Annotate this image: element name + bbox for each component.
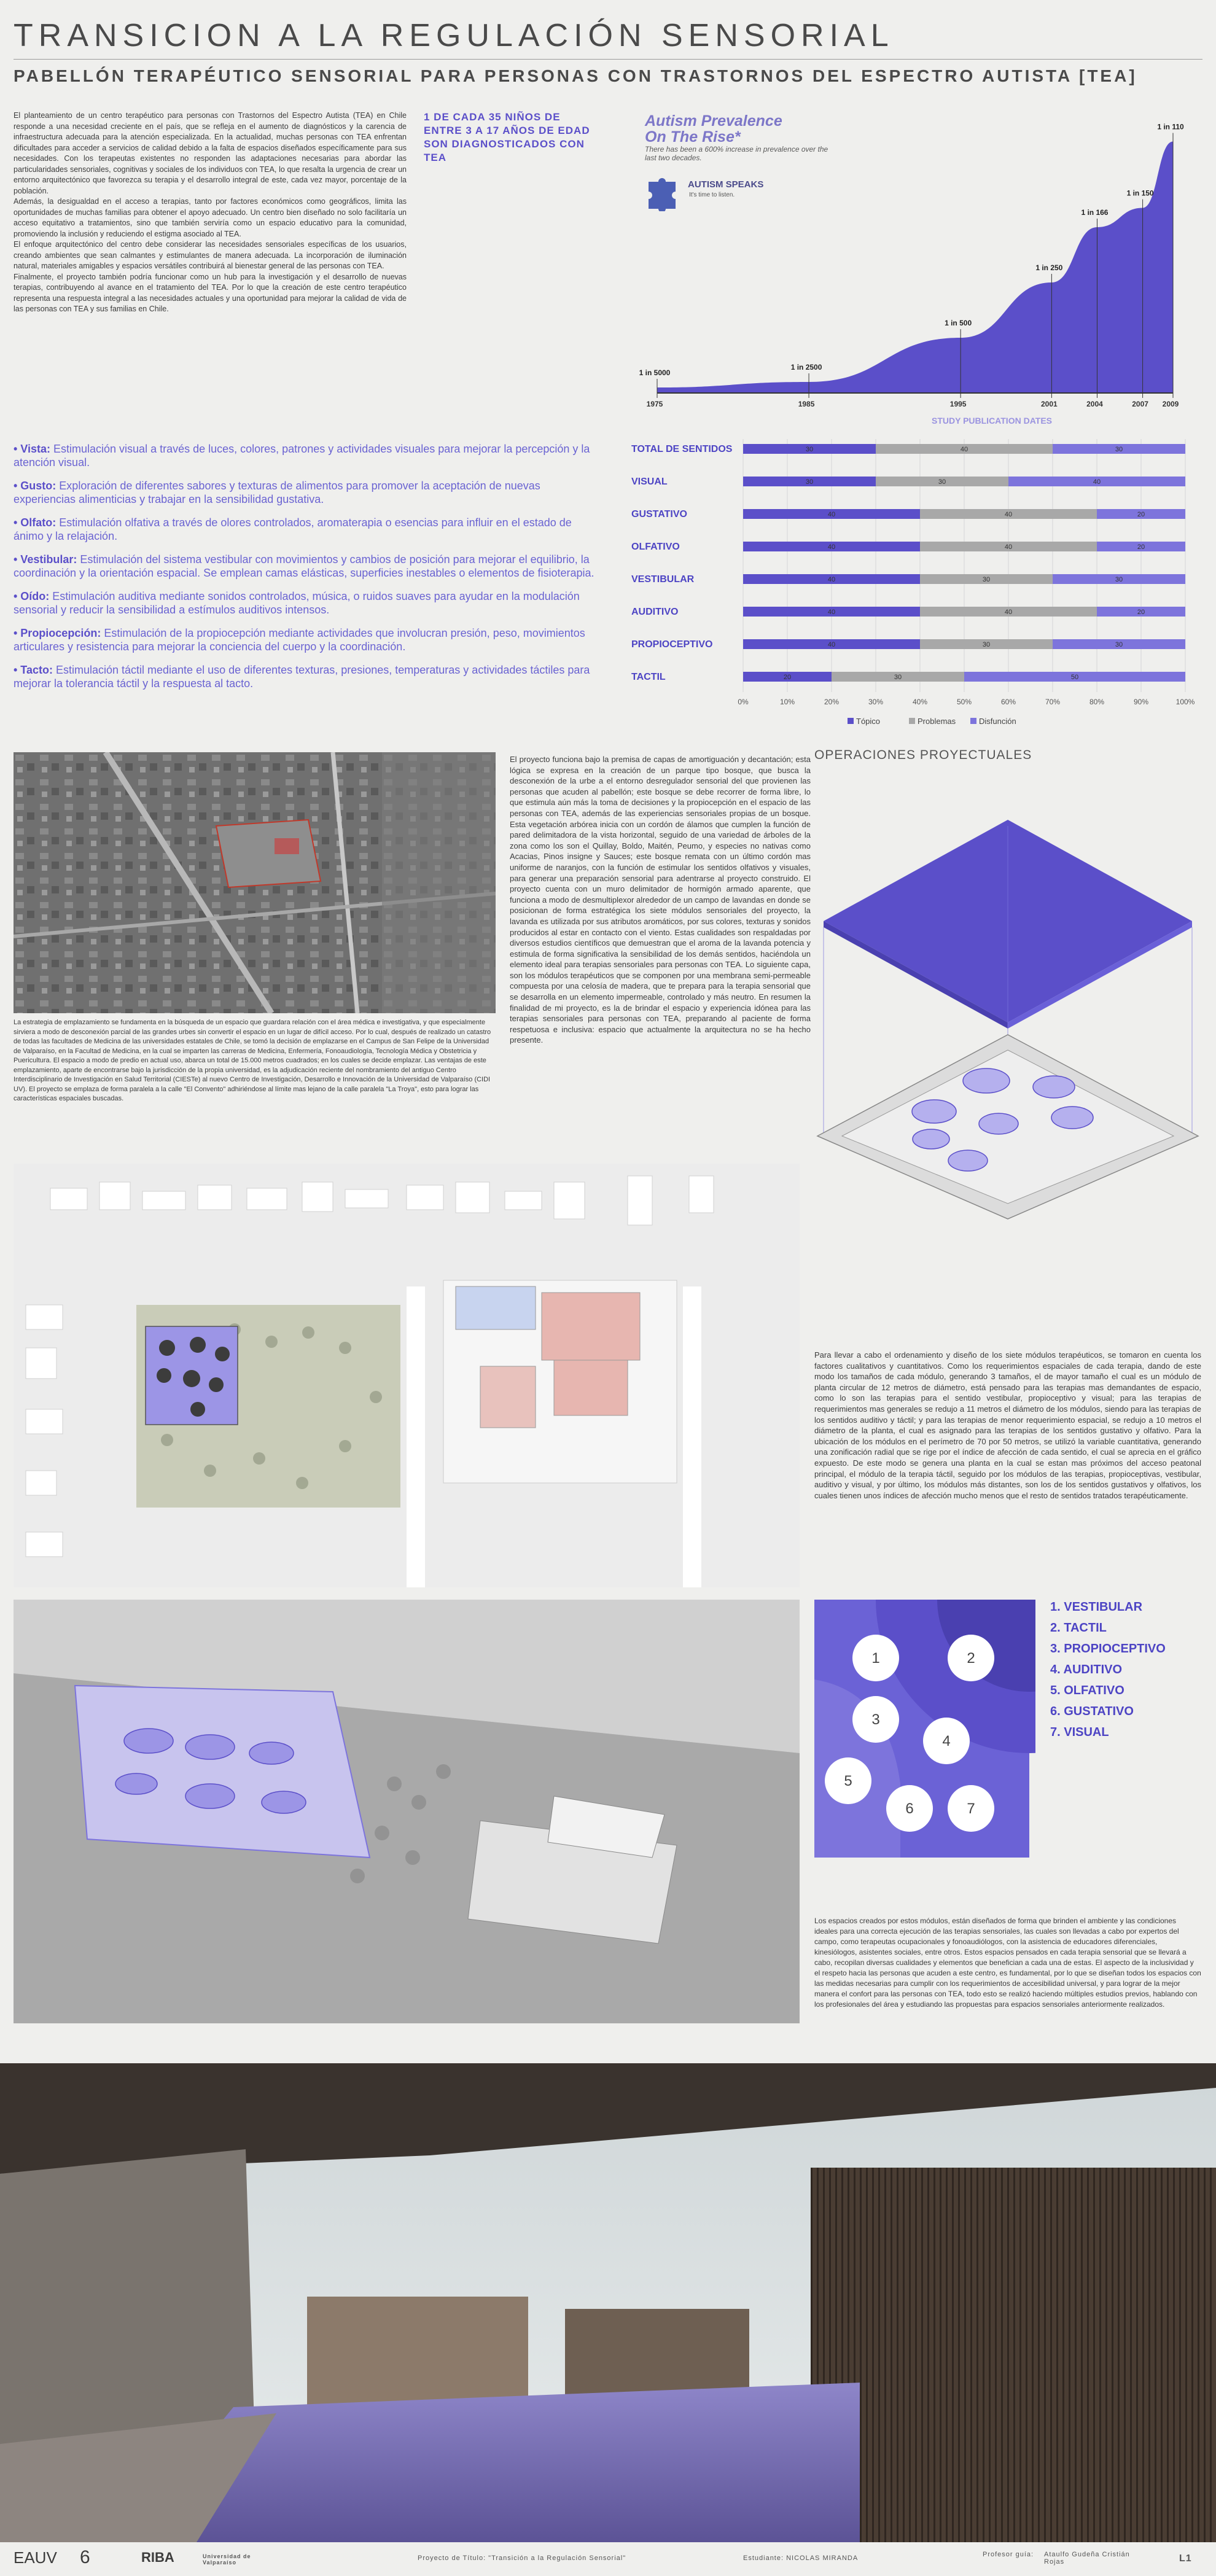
x-tick-label: 70% xyxy=(1045,698,1061,706)
module-number: 2 xyxy=(967,1650,975,1667)
sense-text: Estimulación del sistema vestibular con movimientos y cambios de posición para mejorar el equilibrio, la coordinación y la orientación espacial. Se emplean camas elásticas, superficies inestables o elementos de fisioterapia. xyxy=(14,553,594,579)
module-number: 1 xyxy=(871,1650,880,1667)
sense-text: Estimulación de la propiocepción mediante actividades que involucran presión, peso, movimientos articulares y resistencia para mejorar la conciencia del cuerpo y la coordinación. xyxy=(14,627,585,653)
sense-label: • Vestibular: xyxy=(14,553,77,566)
intro-paragraph: El planteamiento de un centro terapéutico para personas con Trastornos del Espectro Autista (TEA) en Chile responde a una necesidad creciente en el país, que se refleja en el aumento de diagnósticos y la carencia de infraestructura adecuada para la atención especializada. En la actualidad, muchas personas con TEA enfrentan dificultades para acceder a servicios de calidad debido a la falta de espacios diseñados específicamente para sus necesidades. Con los terapeutas existentes no responden las adaptaciones necesarias para abordar las particularidades sensoriales, cognitivas y sociales de los individuos con TEA, lo que resalta la urgencia de crear un entorno arquitectónico que favorezca su terapia y el desarrollo integral de este, cada vez mayor, porcentaje de la población. xyxy=(14,111,407,195)
category-label: VISUAL xyxy=(631,477,668,487)
year-label: 2009 xyxy=(1162,400,1179,408)
autism-speaks-tagline: It's time to listen. xyxy=(689,192,735,198)
module-legend-item: 7. VISUAL xyxy=(1050,1726,1109,1739)
data-label: 30 xyxy=(805,446,814,453)
x-tick-label: 0% xyxy=(738,698,749,706)
senses-list xyxy=(14,442,603,700)
module-legend-item: 2. TACTIL xyxy=(1050,1621,1107,1635)
category-label: VESTIBULAR xyxy=(631,574,695,585)
sense-label: • Gusto: xyxy=(14,480,57,492)
year-label: 2001 xyxy=(1041,400,1058,408)
data-label: 50 xyxy=(1070,674,1079,681)
footer-student: Estudiante: NICOLAS MIRANDA xyxy=(743,2555,859,2562)
sense-item xyxy=(14,553,603,580)
data-label: 40 xyxy=(1004,543,1013,551)
year-label: 1975 xyxy=(646,400,663,408)
footer-guide-label: Profesor guía: xyxy=(983,2551,1034,2558)
modules-diagram xyxy=(814,1600,1035,1864)
aerial-render xyxy=(14,1600,800,2023)
prevalence-title-line: On The Rise* xyxy=(645,128,741,146)
prevalence-label: 1 in 2500 xyxy=(790,363,822,372)
title-rule xyxy=(14,59,1202,60)
lavender-render xyxy=(0,2063,1216,2542)
intro-paragraph: Finalmente, el proyecto también podría funcionar como un hub para la investigación y el desarrollo de nuevas terapias, contribuyendo al avance en el tratamiento del TEA. Por lo que la creación de este centro terapéutico representa una respuesta integral a las necesidades actuales y una oportunidad para mejorar la calidad de vida de las personas con TEA y sus familias en Chile. xyxy=(14,272,407,313)
senses-bar-chart xyxy=(626,433,1204,740)
data-label: 40 xyxy=(827,641,836,648)
data-label: 20 xyxy=(1137,511,1145,518)
data-label: 40 xyxy=(1004,511,1013,518)
sense-item xyxy=(14,626,603,653)
sheet-number: L1 xyxy=(1179,2553,1192,2564)
intro-paragraph: Además, la desigualdad en el acceso a terapias, tanto por factores económicos como geográficos, limita las oportunidades de muchas familias para obtener el apoyo adecuado. Un centro bien diseñado no solo facilitaría un acceso equitativo a tratamientos, sino que también serviría como un espacio educativo para la comunidad, promoviendo la inclusión y reduciendo el estigma asociado al TEA. xyxy=(14,197,407,238)
module-legend-item: 6. GUSTATIVO xyxy=(1050,1705,1134,1718)
module-legend-item: 4. AUDITIVO xyxy=(1050,1663,1123,1676)
module-number: 5 xyxy=(844,1773,852,1789)
legend-label: Tópico xyxy=(856,717,881,726)
page-title: TRANSICION A LA REGULACIÓN SENSORIAL xyxy=(14,18,894,53)
prevalence-subtitle: There has been a 600% increase in prevalence over the last two decades. xyxy=(645,145,828,162)
category-label: GUSTATIVO xyxy=(631,509,687,519)
sense-item xyxy=(14,516,603,543)
year-label: 1995 xyxy=(949,400,967,408)
prevalence-chart xyxy=(639,104,1191,430)
data-label: 40 xyxy=(827,609,836,616)
x-tick-label: 20% xyxy=(824,698,840,706)
operations-title: OPERACIONES PROYECTUALES xyxy=(814,748,1032,762)
legend-swatch xyxy=(909,718,915,724)
x-tick-label: 60% xyxy=(1000,698,1016,706)
sense-item xyxy=(14,442,603,469)
data-label: 30 xyxy=(982,641,991,648)
category-label: PROPIOCEPTIVO xyxy=(631,639,713,650)
category-label: AUDITIVO xyxy=(631,607,679,617)
module-number: 6 xyxy=(905,1800,914,1817)
module-number: 4 xyxy=(942,1733,951,1749)
year-label: 2007 xyxy=(1132,400,1148,408)
module-number: 7 xyxy=(967,1800,975,1817)
intro-paragraph: El enfoque arquitectónico del centro debe considerar las necesidades sensoriales específicas de los usuarios, creando ambientes que sean calmantes y estimulantes de manera adecuada. La incorporación de iluminación natural, materiales amigables y espacios versátiles contribuirá al bienestar general de las personas con TEA. xyxy=(14,240,407,270)
prevalence-label: 1 in 150 xyxy=(1126,189,1154,198)
module-legend-item: 3. PROPIOCEPTIVO xyxy=(1050,1642,1166,1656)
module-legend-item: 1. VESTIBULAR xyxy=(1050,1600,1143,1614)
prevalence-label: 1 in 166 xyxy=(1081,208,1109,217)
sense-text: Estimulación auditiva mediante sonidos controlados, música, o ruidos suaves para ayudar en la modulación sensorial y reducir la sensibilidad a estímulos auditivos intensos. xyxy=(14,590,580,616)
sense-item xyxy=(14,590,603,617)
year-label: 1985 xyxy=(798,400,815,408)
site-plan xyxy=(14,1164,800,1587)
prevalence-label: 1 in 500 xyxy=(945,319,972,327)
x-tick-label: 10% xyxy=(779,698,795,706)
data-label: 40 xyxy=(827,543,836,551)
data-label: 20 xyxy=(783,674,792,681)
data-label: 30 xyxy=(1115,641,1123,648)
prevalence-label: 1 in 5000 xyxy=(639,368,671,377)
data-label: 40 xyxy=(1004,609,1013,616)
sense-text: Exploración de diferentes sabores y texturas de alimentos para promover la aceptación de nuevas experiencias alimenticias y trabajar en la sensibilidad gustativa. xyxy=(14,480,540,505)
prevalence-area xyxy=(657,142,1173,394)
page-subtitle: PABELLÓN TERAPÉUTICO SENSORIAL PARA PERSONAS CON TRASTORNOS DEL ESPECTRO AUTISTA [TEA] xyxy=(14,66,1137,85)
modules-legend xyxy=(1050,1597,1166,1743)
site-aerial-photo xyxy=(14,752,496,1013)
x-tick-label: 100% xyxy=(1175,698,1195,706)
site-caption: La estrategia de emplazamiento se fundamenta en la búsqueda de un espacio que guardara relación con el área médica e investigativa, y que especialmente sirviera a modo de desconexión parcial de las grandes urbes sin convertir el espacio en un lugar de difícil acceso. Por lo cual, después de realizado un catastro de todas las facultades de Medicina de las universidades estatales de Chile, se tomó la decisión de emplazarse en el Campus de San Felipe de la Universidad de Valparaíso, en la Facultad de Medicina, en la cual se imparten las carreras de Medicina, Enfermería, Fonoaudiología, Tecnología Médica y Obstetricia y Puericultura. El espacio a modo de predio en actual uso, abarca un total de 15.000 metros cuadrados; en los cuales se decide emplazar. Las ventajas de este emplazamiento, aparte de encontrarse bajo la jurisdicción de la propia universidad, es la adjudicación reciente del nombramiento del antiguo Centro Interdisciplinario de Investigación en Salud Territorial (CIESTe) al nuevo Centro de Investigación, Desarrollo e Innovación de la Universidad de Valparaíso (CIDI UV). El proyecto se emplaza de forma paralela a la calle "El Convento" adhiriéndose al límite mas lejano de la calle paralela "La Troya", esto para lograr las características espaciales buscadas. xyxy=(14,1019,491,1102)
x-tick-label: 50% xyxy=(956,698,972,706)
data-label: 20 xyxy=(1137,543,1145,551)
project-description: El proyecto funciona bajo la premisa de capas de amortiguación y decantación; esta lógica se expresa en la creación de un parque tipo bosque, que busca la desconexión de la urbe a el entorno desregulador sensorial del que provienen las personas que acuden al pabellón; este bosque se debe recorrer de forma libre, lo que estimula aún más la toma de decisiones y la propiocepción en el espacio de las personas con TEA, además de las experiencias sensoriales propias de un bosque. Esta vegetación arbórea inicia con un cordón de álamos que cumplen la función de pared delimitadora de la vista horizontal, seguido de una variedad de árboles de la zona como los son el Quillay, Boldo, Maitén, Peumo, y especies no nativas como Acacias, Pinos insigne y Sauces; este bosque remata con un último cordón mas uniforme de naranjos, con la función de estimular los sentidos olfativos y visuales, para generar una preparación sensorial para adentrarse al proyecto construido. El proyecto cuenta con un muro delimitador de hormigón armado aparente, que funciona a modo de desmultiplexor alrededor de un campo de lavandas en donde se posicionan de forma estratégica los siete módulos sensoriales del proyecto, la lavanda es utilizada por sus atributos aromáticos, por sus colores, texturas y sonidos producidos al estar en contacto con el viento. Estas cualidades son respaldadas por diversos estudios científicos que demuestran que el aroma de la lavanda potencia y estimula de forma significativa la sensibilidad de los demás sentidos, haciéndola un elemento ideal para terapias sensoriales para personas con TEA. Lo siguiente capa, son los módulos terapéuticos que se componen por una membrana semi-permeable compuesta por una celosía de madera, que te prepara para la terapia sensorial que se desarrolla en un elemento impermeable, controlado y más neutro. En resumen la finalidad de mi proyecto, es la de brindar el espacio y experiencia idónea para las terapias sensoriales para personas con TEA, preparando al paciente de forma respetuosa e inclusiva: espacio que actualmente la arquitectura no se ha hecho presente. xyxy=(510,755,811,1045)
axonometric-diagram xyxy=(814,792,1201,1222)
module-legend-item: 5. OLFATIVO xyxy=(1050,1684,1124,1697)
legend-swatch xyxy=(848,718,854,724)
sense-text: Estimulación olfativa a través de olores controlados, aromaterapia o esencias para influir en el estado de ánimo y la relajación. xyxy=(14,516,572,542)
modules-text: Los espacios creados por estos módulos, están diseñados de forma que brinden el ambiente y las condiciones ideales para una correcta ejecución de las terapias sensoriales, las cuales son llevadas a cabo por expertos del campo, como terapeutas ocupacionales y fonoaudiólogos, con la asistencia de educadores diferenciales, kinesiólogos, asistentes sociales, entre otros. Estos espacios pensados en cada terapia sensorial que se llevará a cabo, recopilan diversas cualidades y elementos que benefician a cada una de estas. El aspecto de la inclusividad y el respeto hacia las personas que acuden a este centro, es fundamental, por lo que se diseñan todos los espacios con las medidas necesarias para cumplir con los requerimientos de accesibilidad universal, y para lograr de la mejor manera el confort para las personas con TEA, todo esto se realizó haciendo múltiples estudios previos, hablando con los profesionales del área y estudiando las propuestas para espacios sensoriales anteriormente realizados. xyxy=(814,1916,1201,2009)
prevalence-label: 1 in 110 xyxy=(1157,122,1184,131)
sense-label: • Tacto: xyxy=(14,664,53,676)
sense-label: • Oído: xyxy=(14,590,50,602)
footer-guide-names: Ataulfo Gudeña Cristián Rojas xyxy=(1044,2551,1130,2566)
x-tick-label: 80% xyxy=(1089,698,1105,706)
legend-label: Problemas xyxy=(918,717,956,726)
category-label: OLFATIVO xyxy=(631,542,680,552)
data-label: 40 xyxy=(960,446,969,453)
data-label: 30 xyxy=(982,576,991,583)
sense-label: • Olfato: xyxy=(14,516,57,529)
data-label: 20 xyxy=(1137,609,1145,616)
riba-logo: RIBA xyxy=(141,2550,174,2565)
data-label: 30 xyxy=(1115,576,1123,583)
eauv-logo: EAUV xyxy=(14,2548,57,2567)
sense-item xyxy=(14,663,603,690)
prevalence-label: 1 in 250 xyxy=(1035,263,1063,272)
year-label: 2004 xyxy=(1086,400,1103,408)
sense-item xyxy=(14,479,603,506)
x-tick-label: 30% xyxy=(868,698,884,706)
category-label: TACTIL xyxy=(631,672,666,682)
sense-text: Estimulación táctil mediante el uso de diferentes texturas, presiones, temperaturas y actividades táctiles para mejorar la tolerancia táctil y la respuesta al tacto. xyxy=(14,664,590,690)
data-label: 40 xyxy=(1093,478,1101,486)
data-label: 30 xyxy=(1115,446,1123,453)
footer-project: Proyecto de Título: "Transición a la Regulación Sensorial" xyxy=(418,2555,626,2562)
data-label: 40 xyxy=(827,576,836,583)
data-label: 30 xyxy=(938,478,946,486)
autism-speaks-logo: AUTISM SPEAKS xyxy=(688,179,764,190)
x-axis-label: STUDY PUBLICATION DATES xyxy=(931,416,1053,426)
anniversary-logo: 6 xyxy=(80,2547,90,2567)
data-label: 40 xyxy=(827,511,836,518)
legend-swatch xyxy=(970,718,976,724)
category-label: TOTAL DE SENTIDOS xyxy=(631,444,733,454)
sense-label: • Propiocepción: xyxy=(14,627,101,639)
x-tick-label: 90% xyxy=(1133,698,1149,706)
module-number: 3 xyxy=(871,1711,880,1728)
legend-label: Disfunción xyxy=(979,717,1016,726)
sense-text: Estimulación visual a través de luces, colores, patrones y actividades visuales para mejorar la percepción y la atención visual. xyxy=(14,443,590,469)
operations-text: Para llevar a cabo el ordenamiento y diseño de los siete módulos terapéuticos, se tomaron en cuenta los factores cualitativos y cuantitativos. Como los requerimientos espaciales de cada terapia, dando de este modo los tamaños de cada módulo, generando 3 tamaños, el de mayor tamaño el cual es un módulo de planta circular de 12 metros de diámetro, está pensado para las terapias mas demandantes de espacio, como lo son las terapias para el sentido vestibular, propioceptivo y visual; para las terapias de requerimientos mas generales se redujo a 11 metros el diámetro de los módulos, siendo para las terapias de los sentidos auditivo y táctil; y para las terapias de menor requerimiento espacial, se redujo a 10 metros el diámetro de la planta, el cual es asignado para las terapias de los sentidos gustativo y olfativo. Para la ubicación de los módulos en el perímetro de 70 por 50 metros, se utilizó la variable cuantitativa, generando una zonificación radial que se rige por el índice de afección de cada sentido, el cual se aprecia en el gráfico expuesto. De este modo se genera una planta en la cual se estan mas próximos del acceso peatonal principal, el módulo de la terapia táctil, seguido por los módulos de las terapias, propioceptivas, vestibular, auditivo y visual, y por último, los módulos más distantes, son los de los sentidos gustativos y olfativos, los cuales tienen unos índices de afección mucho menos que el resto de sentidos tratados terapéuticamente. xyxy=(814,1350,1201,1500)
sense-label: • Vista: xyxy=(14,443,50,455)
statistic-highlight: 1 DE CADA 35 NIÑOS DE ENTRE 3 A 17 AÑOS DE EDAD SON DIAGNOSTICADOS CON TEA xyxy=(424,111,590,163)
data-label: 30 xyxy=(805,478,814,486)
university-logo: Universidad de Valparaíso xyxy=(203,2553,251,2566)
prevalence-title-line: Autism Prevalence xyxy=(645,112,782,130)
data-label: 30 xyxy=(894,674,902,681)
x-tick-label: 40% xyxy=(912,698,928,706)
intro-text xyxy=(14,111,407,315)
